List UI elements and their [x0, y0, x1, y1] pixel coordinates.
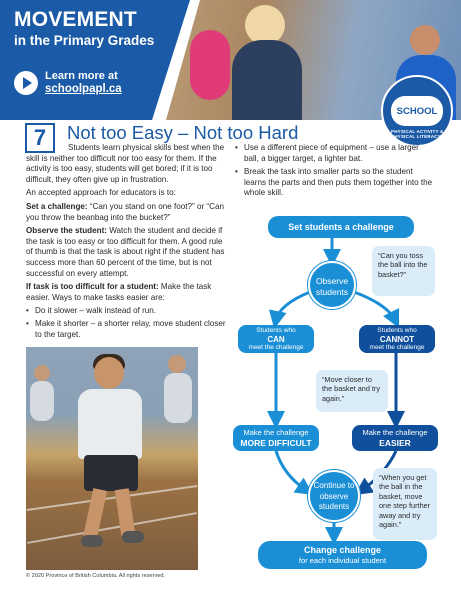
observe-paragraph — [26, 226, 226, 279]
background-kid-4 — [164, 373, 192, 423]
easier-node — [352, 425, 438, 451]
boy-head — [94, 357, 124, 389]
cannot-node — [359, 325, 435, 353]
background-kid-1 — [34, 365, 50, 381]
boy-leg-left — [83, 488, 107, 540]
difficult-paragraph — [26, 282, 226, 303]
continue-line-1: Continue to — [313, 481, 355, 490]
start-challenge-node: Set students a challenge — [268, 216, 414, 238]
left-bullet-1: • Do it slower – walk instead of run. — [26, 306, 226, 317]
continue-node — [308, 470, 360, 522]
learn-more-link[interactable] — [14, 70, 122, 96]
difficult-text: Make the task easier. Ways to make tasks easier are: — [26, 282, 212, 302]
intro-paragraph: Students learn physical skills best when the skill is neither too difficult nor too easy for them. If the activity is too easy, students will get bored; if it is too difficult, they often give up in frustration. — [26, 143, 225, 184]
end-sub: for each individual student — [298, 556, 387, 565]
photo-kid-3 — [190, 30, 230, 100]
can-top: Students who — [256, 327, 296, 334]
challenge-paragraph — [26, 202, 226, 223]
can-node — [238, 325, 314, 353]
boy-shoe-left — [81, 535, 103, 547]
right-bullet-2: • Break the task into smaller parts so the student learns the parts and then puts them together into the whole skill. — [235, 167, 435, 199]
speech-bubble-1: “Can you toss the ball into the basket?” — [372, 246, 435, 296]
boy-shirt — [78, 389, 142, 459]
observe-node — [308, 261, 356, 309]
more-difficult-main: MORE DIFFICULT — [240, 438, 312, 448]
challenge-text: “Can you stand on one foot?” or “Can you throw the beanbag into the bucket?” — [26, 201, 224, 222]
easier-top: Make the challenge — [362, 428, 428, 437]
logo-arc-text: PHYSICAL ACTIVITY & PHYSICAL LITERACY — [391, 129, 444, 139]
cannot-bottom: meet the challenge — [369, 344, 425, 351]
left-bullet-2: • Make it shorter – a shorter relay, move student closer to the target. — [26, 319, 226, 340]
speech-bubble-2: “Move closer to the basket and try again.” — [316, 370, 388, 412]
cannot-main: CANNOT — [379, 335, 415, 344]
right-bullet-1: • Use a different piece of equipment – use a larger ball, a bigger target, a lighter bat. — [235, 143, 435, 164]
speech-bubble-3: “When you get the ball in the basket, move one step further away and try again.” — [373, 468, 437, 540]
learn-more-url[interactable]: schoolpapl.ca — [45, 83, 122, 95]
learn-more-label: Learn more at — [45, 70, 118, 82]
continue-line-3: students — [318, 502, 350, 511]
can-main: CAN — [267, 335, 285, 344]
difficult-label: If task is too difficult for a student: — [26, 282, 159, 292]
photo-kid-2 — [232, 40, 302, 120]
section-number: 7 — [33, 125, 47, 150]
arrow-more-to-continue — [276, 451, 306, 490]
easier-main: EASIER — [379, 438, 411, 448]
approach-paragraph: An accepted approach for educators is to: — [26, 188, 176, 198]
observe-line-1: Observe — [315, 276, 349, 286]
boy-shoe-right — [122, 531, 144, 543]
arrow-observe-to-can — [276, 292, 310, 320]
continue-line-2: observe — [319, 491, 349, 501]
right-column — [235, 143, 435, 202]
play-icon — [14, 71, 38, 95]
observe-line-2: students — [315, 287, 349, 297]
challenge-label: Set a challenge: — [26, 201, 88, 211]
end-main: Change challenge — [303, 545, 382, 555]
photo-kid-1 — [245, 5, 285, 45]
school-logo — [381, 75, 453, 147]
running-boy-photo — [26, 347, 198, 570]
more-difficult-node — [233, 425, 319, 451]
cannot-top: Students who — [377, 327, 417, 334]
more-difficult-top: Make the challenge — [243, 428, 309, 437]
observe-label: Observe the student: — [26, 226, 107, 236]
arrow-observe-to-cannot — [354, 292, 395, 320]
background-kid-3 — [168, 355, 186, 373]
photo-kid-4 — [410, 25, 440, 55]
boy-shorts — [84, 455, 138, 491]
end-change-node — [258, 541, 427, 569]
observe-text: Watch the student and decide if the task is too easy or too difficult for them. A good rule of thumb is that the task is about right if the student has success more than 60 percent of the time, but is not successful on every attempt. — [26, 226, 225, 278]
copyright-notice: © 2020 Province of British Columbia. All rights reserved. — [26, 573, 166, 579]
left-column — [26, 143, 226, 342]
background-kid-2 — [30, 381, 54, 421]
track-line-2 — [27, 512, 197, 544]
header-subtitle: in the Primary Grades — [14, 33, 155, 48]
section-heading: Not too Easy – Not too Hard — [67, 122, 299, 143]
header-title: MOVEMENT — [14, 8, 137, 31]
can-bottom: meet the challenge — [248, 344, 304, 351]
logo-word: SCHOOL — [396, 105, 438, 117]
